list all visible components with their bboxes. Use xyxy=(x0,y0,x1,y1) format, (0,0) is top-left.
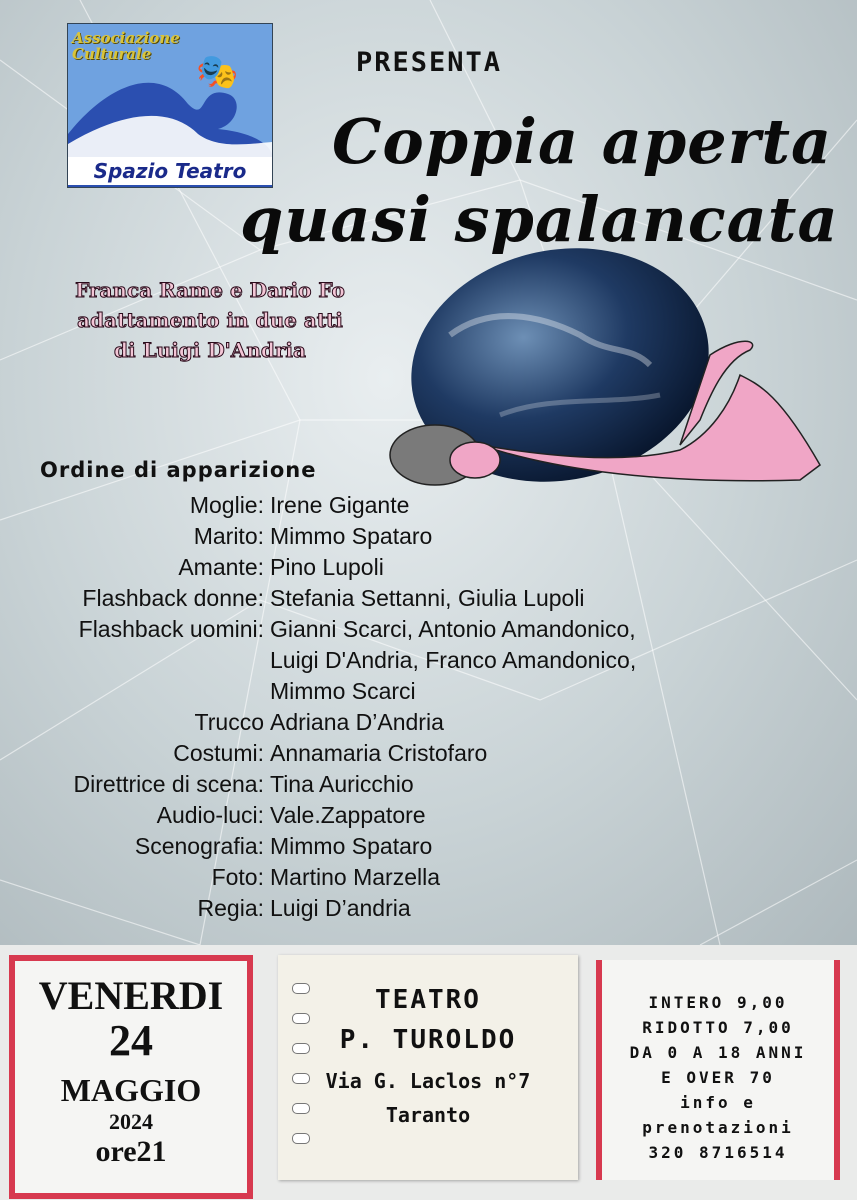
authors-line: di Luigi D'Andria xyxy=(114,338,306,362)
info-line: info e xyxy=(680,1093,756,1112)
association-logo xyxy=(67,23,273,188)
authors-line: adattamento in due atti xyxy=(77,308,343,332)
cast-role: Foto: xyxy=(211,864,264,890)
cast-name: Mimmo Spataro xyxy=(270,833,433,859)
cast-role: Direttrice di scena: xyxy=(73,771,264,797)
cast-row xyxy=(0,614,760,645)
venue-note xyxy=(278,955,578,1180)
cast-row xyxy=(0,738,760,769)
cast-role xyxy=(0,676,264,707)
cast-list xyxy=(0,490,760,924)
cast-role: Trucco xyxy=(194,709,264,735)
date-weekday: VENERDI xyxy=(38,973,224,1018)
date-time: ore21 xyxy=(95,1135,167,1168)
cast-row xyxy=(0,862,760,893)
info-line: prenotazioni xyxy=(642,1118,794,1137)
cast-name: Mimmo Scarci xyxy=(270,678,416,704)
cast-role: Costumi: xyxy=(173,740,264,766)
cast-role: Regia: xyxy=(197,895,264,921)
cast-name: Tina Auricchio xyxy=(270,771,414,797)
cast-row xyxy=(0,490,760,521)
cast-row xyxy=(0,769,760,800)
logo-top-text xyxy=(72,30,180,62)
theatre-masks-icon: 🎭 xyxy=(196,52,239,92)
cast-name: Luigi D’andria xyxy=(270,895,411,921)
cast-row xyxy=(0,583,760,614)
price-line: E OVER 70 xyxy=(661,1068,775,1087)
venue-address: Via G. Laclos n°7 xyxy=(325,1069,531,1093)
logo-top-line2: Culturale xyxy=(72,45,152,63)
cast-name: Irene Gigante xyxy=(270,492,410,518)
cast-row xyxy=(0,676,760,707)
venue-line-1: TEATRO xyxy=(375,985,481,1015)
authors-line: Franca Rame e Dario Fo xyxy=(75,278,345,302)
cast-role: Scenografia: xyxy=(134,833,264,859)
logo-bottom-text: Spazio Teatro xyxy=(68,157,272,185)
date-month: MAGGIO xyxy=(60,1072,202,1108)
price-box xyxy=(596,960,840,1180)
cast-role: Audio-luci: xyxy=(156,802,264,828)
price-line: RIDOTTO 7,00 xyxy=(642,1018,794,1037)
woman-carrying-globe-image xyxy=(380,245,840,505)
authors-block xyxy=(20,275,400,365)
cast-name: Mimmo Spataro xyxy=(270,523,433,549)
cast-row xyxy=(0,552,760,583)
cast-role xyxy=(0,645,264,676)
cast-role: Moglie: xyxy=(189,492,264,518)
cast-row xyxy=(0,800,760,831)
date-number: 24 xyxy=(109,1016,153,1065)
cast-name: Adriana D’Andria xyxy=(270,709,444,735)
phone-number: 320 8716514 xyxy=(648,1143,788,1162)
venue-line-2: P. TUROLDO xyxy=(339,1025,517,1055)
cast-role: Marito: xyxy=(193,523,264,549)
price-line: DA 0 A 18 ANNI xyxy=(629,1043,807,1062)
cast-role: Flashback donne: xyxy=(82,585,264,611)
cast-row xyxy=(0,831,760,862)
cast-name: Vale.Zappatore xyxy=(270,802,426,828)
cast-row xyxy=(0,521,760,552)
cast-name: Gianni Scarci, Antonio Amandonico, xyxy=(270,616,636,642)
title-line-2: quasi spalancata xyxy=(240,183,839,256)
cast-row xyxy=(0,707,760,738)
cast-name: Stefania Settanni, Giulia Lupoli xyxy=(270,585,585,611)
logo-top-line1: Associazione xyxy=(72,29,180,47)
cast-heading: Ordine di apparizione xyxy=(40,458,317,482)
title-line-1: Coppia aperta xyxy=(332,105,833,178)
cast-name: Martino Marzella xyxy=(270,864,440,890)
cast-name: Pino Lupoli xyxy=(270,554,384,580)
cast-role: Amante: xyxy=(178,554,264,580)
cast-name: Annamaria Cristofaro xyxy=(270,740,488,766)
cast-name: Luigi D'Andria, Franco Amandonico, xyxy=(270,647,637,673)
price-line: INTERO 9,00 xyxy=(648,993,788,1012)
globe-figure-illustration xyxy=(380,245,840,505)
cast-role: Flashback uomini: xyxy=(78,616,264,642)
venue-city: Taranto xyxy=(385,1103,471,1127)
cast-row xyxy=(0,645,760,676)
date-box xyxy=(9,955,253,1199)
presenta-label: PRESENTA xyxy=(356,47,503,78)
cast-row xyxy=(0,893,760,924)
date-year: 2024 xyxy=(109,1109,153,1134)
